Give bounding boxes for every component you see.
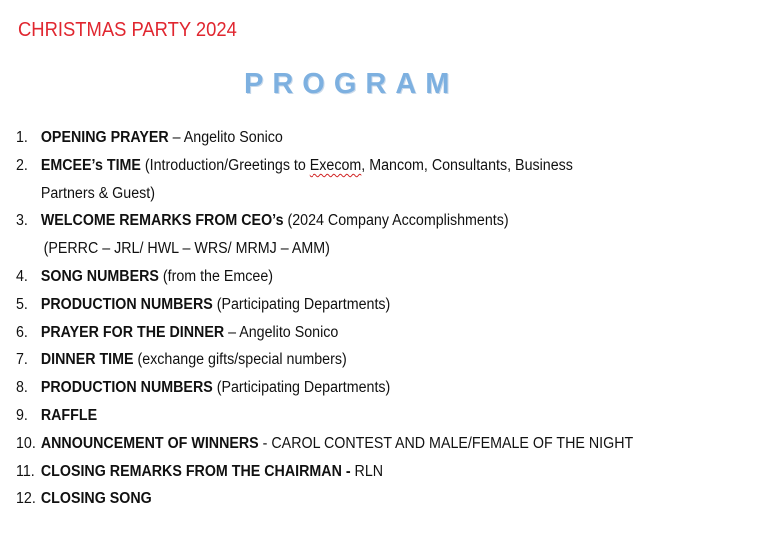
program-heading: PROGRAM [244, 68, 459, 100]
item-title: DINNER TIME [40, 351, 134, 369]
item-number: 1. [16, 129, 28, 146]
program-list [16, 124, 756, 513]
item-detail: (2024 Company Accomplishments) [283, 212, 509, 230]
program-item-6 [16, 319, 697, 347]
program-item-1 [16, 124, 697, 152]
item-title: PRODUCTION NUMBERS [40, 379, 213, 397]
program-item-4 [16, 263, 697, 291]
item-detail-line2: (PERRC – JRL/ HWL – WRS/ MRMJ – AMM) [43, 240, 330, 258]
item-title: EMCEE’s TIME [40, 156, 141, 174]
program-item-8 [16, 374, 697, 402]
item-number: 11. [16, 462, 35, 480]
item-detail: RLN [350, 462, 384, 480]
item-detail: – Angelito Sonico [168, 129, 283, 146]
program-item-7 [16, 346, 697, 374]
item-title: PRODUCTION NUMBERS [40, 295, 213, 313]
item-number: 9. [16, 406, 28, 424]
item-title: PRAYER FOR THE DINNER [40, 323, 225, 341]
item-number: 4. [16, 267, 28, 285]
item-title: WELCOME REMARKS FROM CEO’s [40, 212, 284, 230]
item-number: 6. [16, 323, 28, 341]
item-detail-continued: , Mancom, Consultants, Business [361, 156, 573, 174]
item-detail: (from the Emcee) [158, 267, 274, 285]
item-detail: (Introduction/Greetings to [140, 156, 310, 174]
item-number: 12. [16, 490, 36, 508]
item-title: OPENING PRAYER [40, 129, 169, 146]
item-number: 3. [16, 212, 28, 230]
program-item-9 [16, 402, 697, 430]
item-title: CLOSING REMARKS FROM THE CHAIRMAN - [40, 462, 351, 480]
program-item-3 [16, 207, 697, 263]
spellcheck-flagged-word: Execom [309, 156, 362, 174]
program-item-11 [16, 458, 697, 486]
item-number: 2. [16, 156, 28, 174]
program-item-5 [16, 291, 697, 319]
event-title: CHRISTMAS PARTY 2024 [18, 19, 237, 41]
item-title: CLOSING SONG [40, 490, 152, 508]
item-detail-line2: Partners & Guest) [40, 184, 155, 202]
item-number: 7. [16, 351, 28, 369]
item-title: RAFFLE [40, 406, 98, 424]
item-detail: - CAROL CONTEST AND MALE/FEMALE OF THE NIGHT [258, 434, 634, 452]
item-detail: – Angelito Sonico [224, 323, 339, 341]
item-number: 5. [16, 295, 28, 313]
item-detail: (Participating Departments) [212, 295, 391, 313]
program-item-12 [16, 485, 697, 513]
item-number: 8. [16, 379, 28, 397]
item-title: SONG NUMBERS [40, 267, 159, 285]
item-number: 10. [16, 434, 36, 452]
item-detail: (Participating Departments) [212, 379, 391, 397]
item-detail: (exchange gifts/special numbers) [133, 351, 347, 369]
program-item-10 [16, 430, 697, 458]
item-title: ANNOUNCEMENT OF WINNERS [40, 434, 259, 452]
program-item-2 [16, 152, 697, 208]
